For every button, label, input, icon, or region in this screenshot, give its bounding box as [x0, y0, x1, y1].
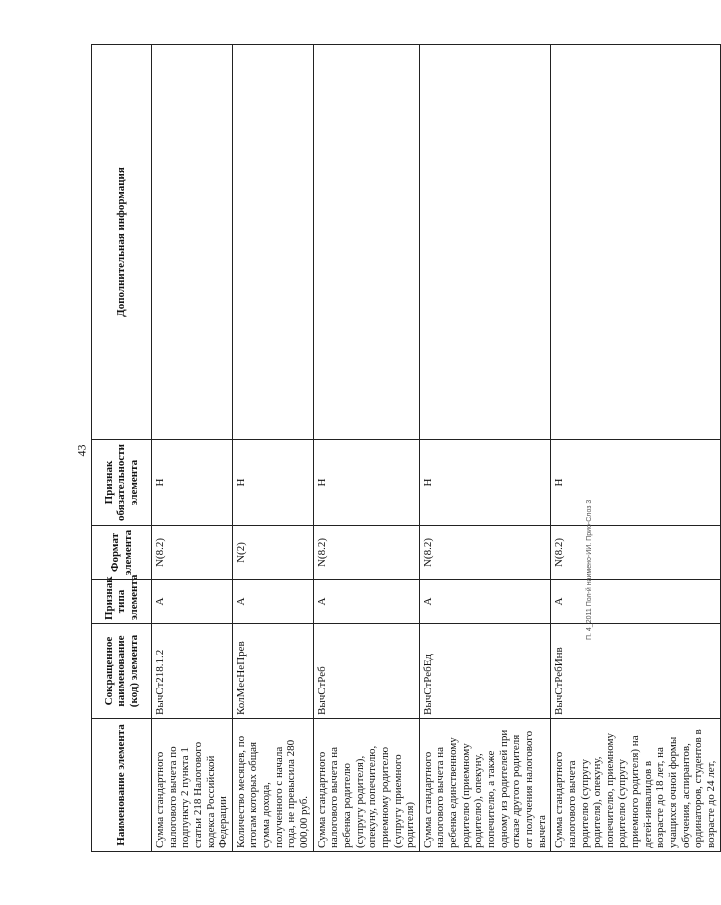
cell-code: ВычСтРебЕд: [419, 624, 550, 719]
cell-format: N(8.2): [419, 526, 550, 580]
page-number: 43: [74, 444, 89, 457]
header-name: Наименование элемента: [92, 719, 152, 852]
elements-table: [91, 44, 721, 852]
header-required: Признак обязательности элемента: [92, 440, 152, 526]
cell-code: ВычСтРебИнв: [551, 624, 720, 719]
cell-required: Н: [551, 440, 720, 526]
table-row: [551, 45, 720, 852]
cell-required: Н: [419, 440, 550, 526]
cell-type: А: [551, 580, 720, 624]
header-info: Дополнительная информация: [92, 45, 152, 440]
table-row: [232, 45, 313, 852]
table-row: [419, 45, 550, 852]
cell-name: Сумма стандартного налогового вычета на ребенка родителю (супругу родителя), опекуну, попечителю, приемному родителю (супругу приемного родителя): [313, 719, 419, 852]
header-format: Формат элемента: [92, 526, 152, 580]
cell-name: Сумма стандартного налогового вычета родителю (супругу родителя), опекуну, попечителю, приемному родителю (супругу приемного родителя) на детей-инвалидов в возрасте до 18 лет, на учащихся очной формы обучения, аспирантов, ординаторов, студентов в возрасте до 24 лет,: [551, 719, 720, 852]
table-rotation-wrapper: [91, 45, 717, 852]
cell-format: N(8.2): [152, 526, 233, 580]
cell-type: А: [419, 580, 550, 624]
cell-required: Н: [232, 440, 313, 526]
cell-info: [419, 45, 550, 440]
cell-code: ВычСтРеб: [313, 624, 419, 719]
table-row: [313, 45, 419, 852]
cell-required: Н: [313, 440, 419, 526]
cell-format: N(8.2): [313, 526, 419, 580]
cell-info: [313, 45, 419, 440]
table-row: [152, 45, 233, 852]
cell-name: Сумма стандартного налогового вычета по подпункту 2 пункта 1 статьи 218 Налогового кодекса Российской Федерации: [152, 719, 233, 852]
cell-code: ВычСт218.1.2: [152, 624, 233, 719]
cell-info: [232, 45, 313, 440]
rotated-table-region: [91, 45, 717, 852]
footer-stamp-note: П. 4_2011 Пол-й наимено-ИИ. Прио-Слоз 3: [586, 499, 593, 640]
cell-name: Количество месяцев, по итогам которых общая сумма дохода, полученного с начала года, не превысила 280 000,00 руб.: [232, 719, 313, 852]
cell-type: А: [313, 580, 419, 624]
cell-code: КолМесНеПрев: [232, 624, 313, 719]
cell-info: [551, 45, 720, 440]
cell-format: N(8.2): [551, 526, 720, 580]
cell-info: [152, 45, 233, 440]
cell-name: Сумма стандартного налогового вычета на ребенка единственному родителю (приемному родителю), опекуну, попечителю, а также одному из родителей при отказе другого родителя от получения налогового вычета: [419, 719, 550, 852]
cell-format: N(2): [232, 526, 313, 580]
cell-required: Н: [152, 440, 233, 526]
header-type: Признак типа элемента: [92, 580, 152, 624]
table-header-row: [92, 45, 152, 852]
cell-type: А: [152, 580, 233, 624]
cell-type: А: [232, 580, 313, 624]
header-code: Сокращенное наименование (код) элемента: [92, 624, 152, 719]
